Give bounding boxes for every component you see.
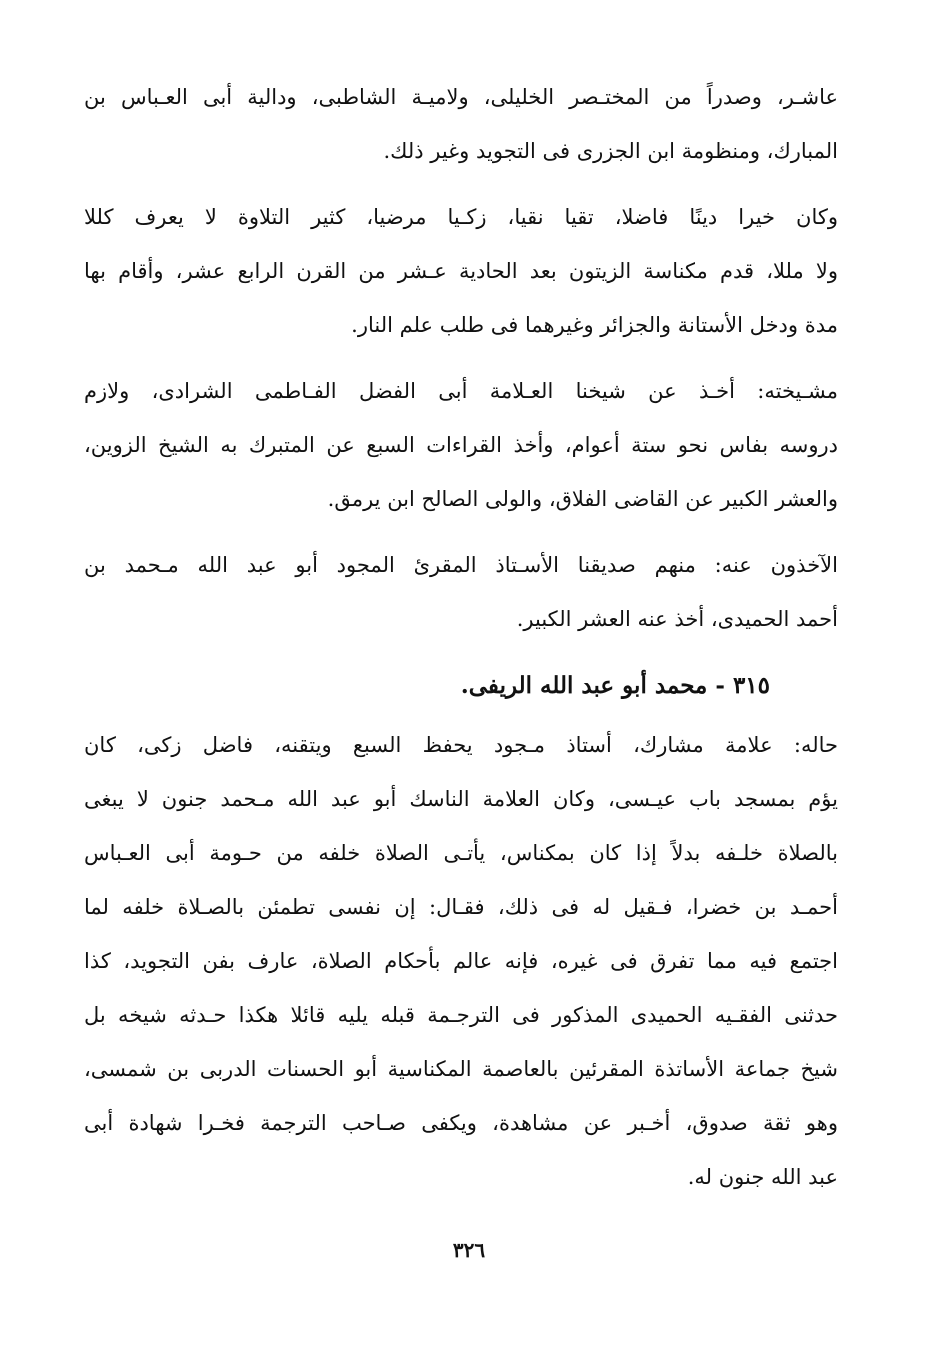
paragraph-2 <box>84 190 838 352</box>
paragraph-4 <box>84 538 838 646</box>
text-line: عبد الله جنون له. <box>687 1165 838 1189</box>
text-line: اجتمع فيه مما تفرق فى غيره، فإنه عالم بأحكام الصلاة، عارف بفن التجويد، كذا <box>84 949 838 973</box>
paragraph-5 <box>84 718 838 1204</box>
text-line: وهو ثقة صدوق، أخـبر عن مشاهدة، ويكفى صـاحب الترجمة فخـرا شهادة أبى <box>84 1111 838 1135</box>
text-line: بالصلاة خلـفه بدلاً إذا كان بمكناس، يأتـى الصلاة خلفه من حـومة أبى العـباس <box>84 841 838 865</box>
text-line: دروسه بفاس نحو ستة أعوام، وأخذ القراءات السبع عن المتبرك به الشيخ الزوين، <box>84 433 838 457</box>
paragraph-3 <box>84 364 838 526</box>
text-line: يؤم بمسجد باب عيـسى، وكان العلامة الناسك أبو عبد الله مـحمد جنون لا يبغى <box>84 787 838 811</box>
text-line: حدثنى الفقـيه الحميدى المذكور فى الترجـمة قبله يليه قائلا هكذا حـدثه شيخه بل <box>84 1003 838 1027</box>
text-line: الآخذون عنه: منهم صديقنا الأسـتاذ المقرئ المجود أبو عبد الله مـحمد بن <box>84 553 838 577</box>
page-number: ٣٢٦ <box>452 1238 486 1262</box>
entry-heading: ٣١٥ - محمد أبو عبد الله الريفى. <box>460 672 770 699</box>
text-line: عاشـر، وصدراً من المختـصر الخليلى، ولاميـة الشاطبى، ودالية أبى العـباس بن <box>84 85 838 109</box>
text-line: مشـيخته: أخـذ عن شيخنا العـلامة أبى الفضل الفـاطمى الشرادى، ولازم <box>84 379 838 403</box>
paragraph-1 <box>84 70 838 178</box>
text-line: شيخ جماعة الأساتذة المقرئين بالعاصمة المكناسية أبو الحسنات الدربى بن شمسى، <box>84 1057 838 1081</box>
text-line: أحمـد بن خضرا، فـقيل له فى ذلك، فقـال: إن نفسى تطمئن بالصـلاة خلفه لما <box>84 895 838 919</box>
text-line: حاله: علامة مشارك، أستاذ مـجود يحفظ السبع ويتقنه، فاضل زكى، كان <box>84 733 838 757</box>
text-line: المبارك، ومنظومة ابن الجزرى فى التجويد وغير ذلك. <box>383 139 838 163</box>
page-body <box>84 70 838 1216</box>
text-line: أحمد الحميدى، أخذ عنه العشر الكبير. <box>516 607 838 631</box>
text-line: ولا مللا، قدم مكناسة الزيتون بعد الحادية عـشر من القرن الرابع عشر، وأقام بها <box>84 259 838 283</box>
text-line: والعشر الكبير عن القاضى الفلاق، والولى الصالح ابن يرمق. <box>327 487 838 511</box>
text-line: وكان خيرا دينًا فاضلا، تقيا نقيا، زكـيا مرضيا، كثير التلاوة لا يعرف كللا <box>84 205 838 229</box>
text-line: مدة ودخل الأستانة والجزائر وغيرهما فى طلب علم النار. <box>351 313 838 337</box>
